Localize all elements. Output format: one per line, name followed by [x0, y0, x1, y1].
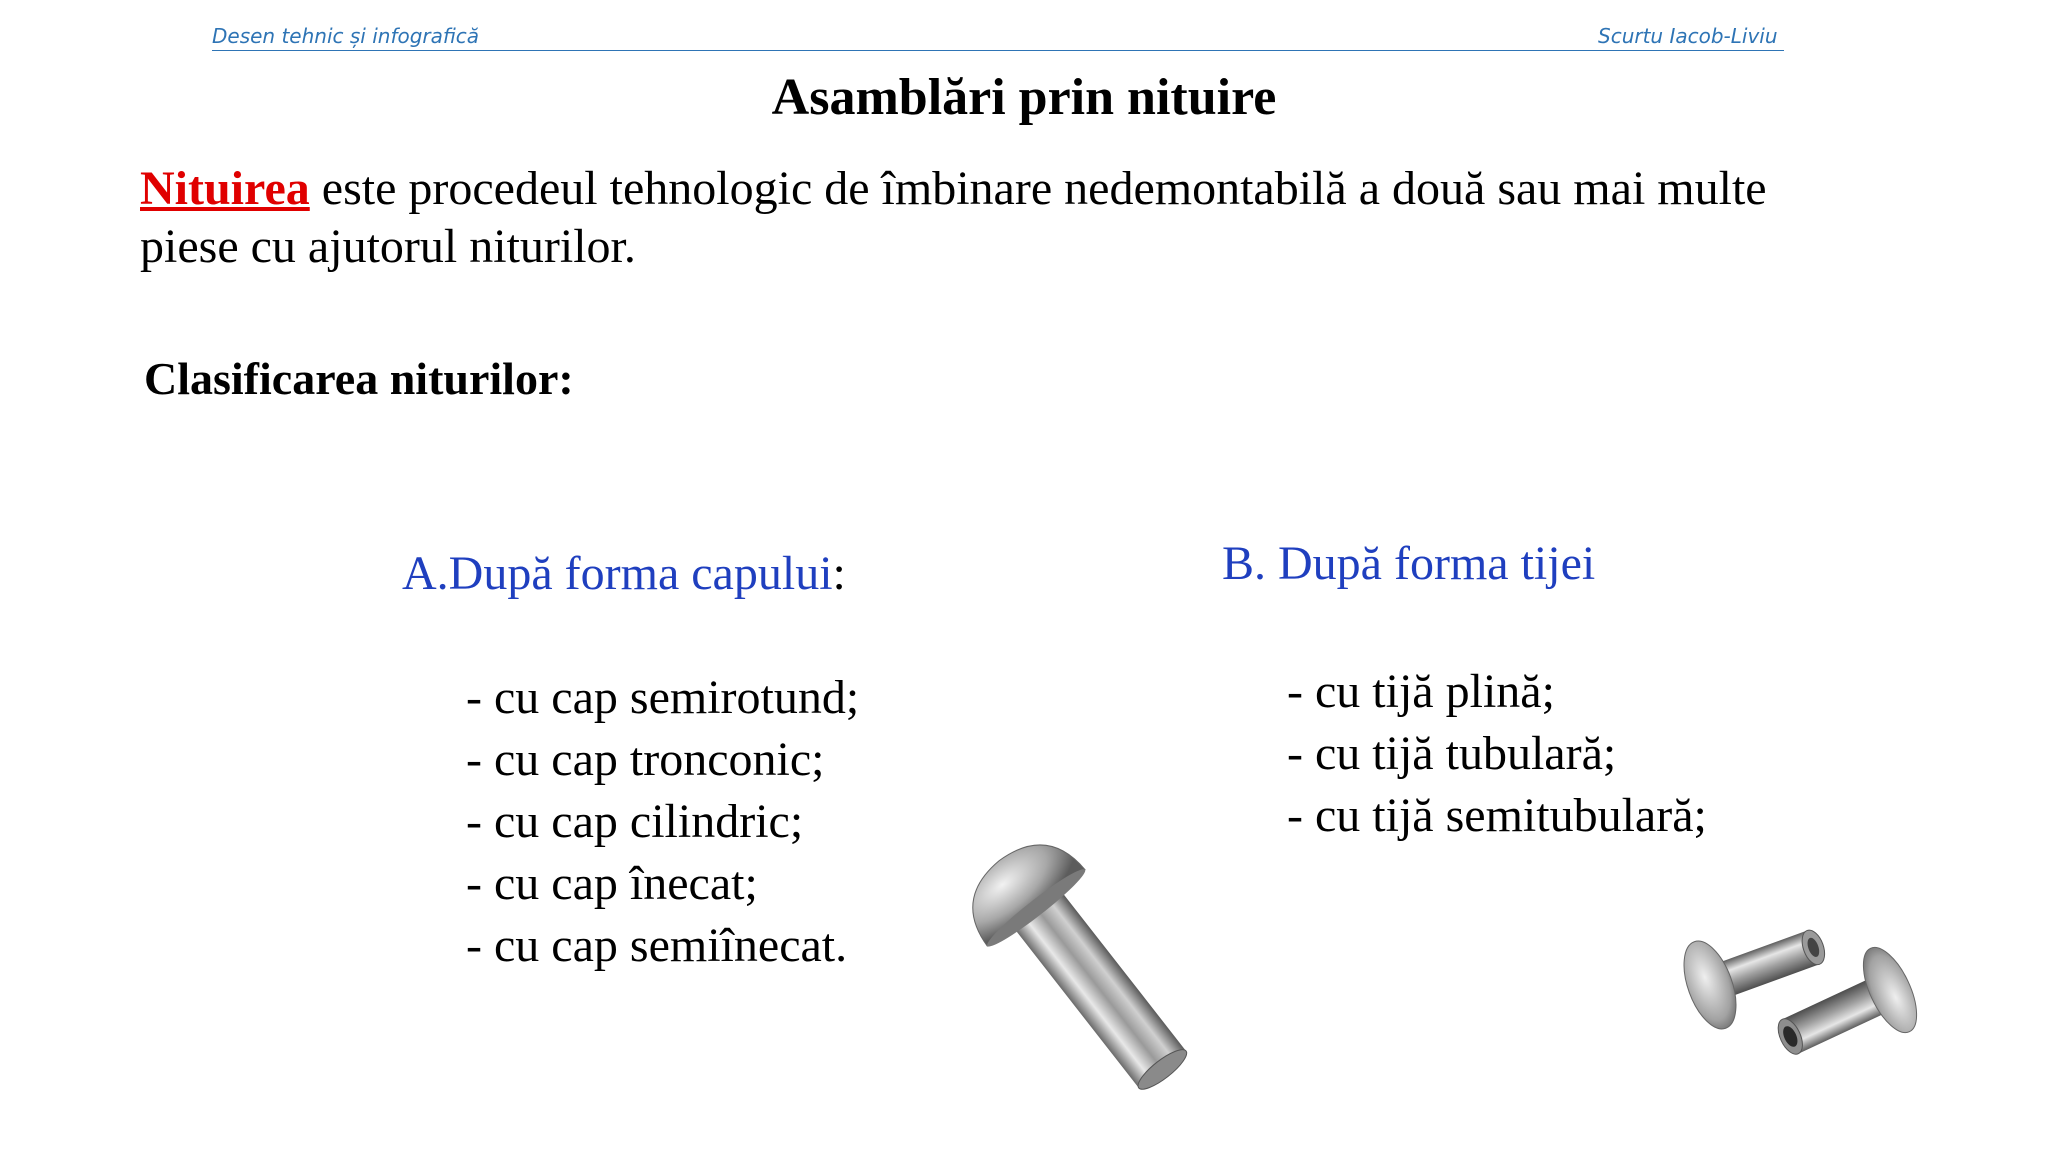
intro-text-line1: este procedeul tehnologic de îmbinare nedemontabilă a două sau mai multe: [309, 162, 1767, 215]
list-item: - cu cap înecat;: [466, 857, 758, 910]
page-title: Asamblări prin nituire: [771, 69, 1277, 126]
tubular-rivets-icon: [1660, 900, 1940, 1090]
list-item: - cu cap cilindric;: [466, 795, 804, 848]
intro-term: Nituirea: [140, 162, 310, 215]
header-left-text: Desen tehnic și infografică: [212, 24, 480, 48]
list-item: - cu cap semiînecat.: [466, 919, 848, 972]
section-b-heading: B. După forma tijei: [1222, 537, 1596, 590]
intro-paragraph: [140, 160, 1940, 276]
classification-heading: Clasificarea niturilor:: [144, 353, 574, 404]
section-b-list: [1287, 661, 1707, 847]
header-divider: [212, 50, 1784, 51]
section-a-heading: A.După forma capului: [402, 547, 833, 600]
section-a-heading-wrap: [402, 546, 846, 601]
list-item: - cu tijă tubulară;: [1287, 727, 1617, 780]
intro-text-line2: piese cu ajutorul niturilor.: [140, 220, 636, 273]
list-item: - cu tijă semitubulară;: [1287, 789, 1707, 842]
list-item: - cu cap semirotund;: [466, 671, 860, 724]
section-a-list: [466, 667, 859, 977]
list-item: - cu cap tronconic;: [466, 733, 825, 786]
solid-rivet-icon: [960, 840, 1240, 1100]
header-right-text: Scurtu Iacob-Liviu: [1598, 24, 1778, 48]
section-a-heading-colon: :: [832, 547, 846, 600]
list-item: - cu tijă plină;: [1287, 665, 1555, 718]
